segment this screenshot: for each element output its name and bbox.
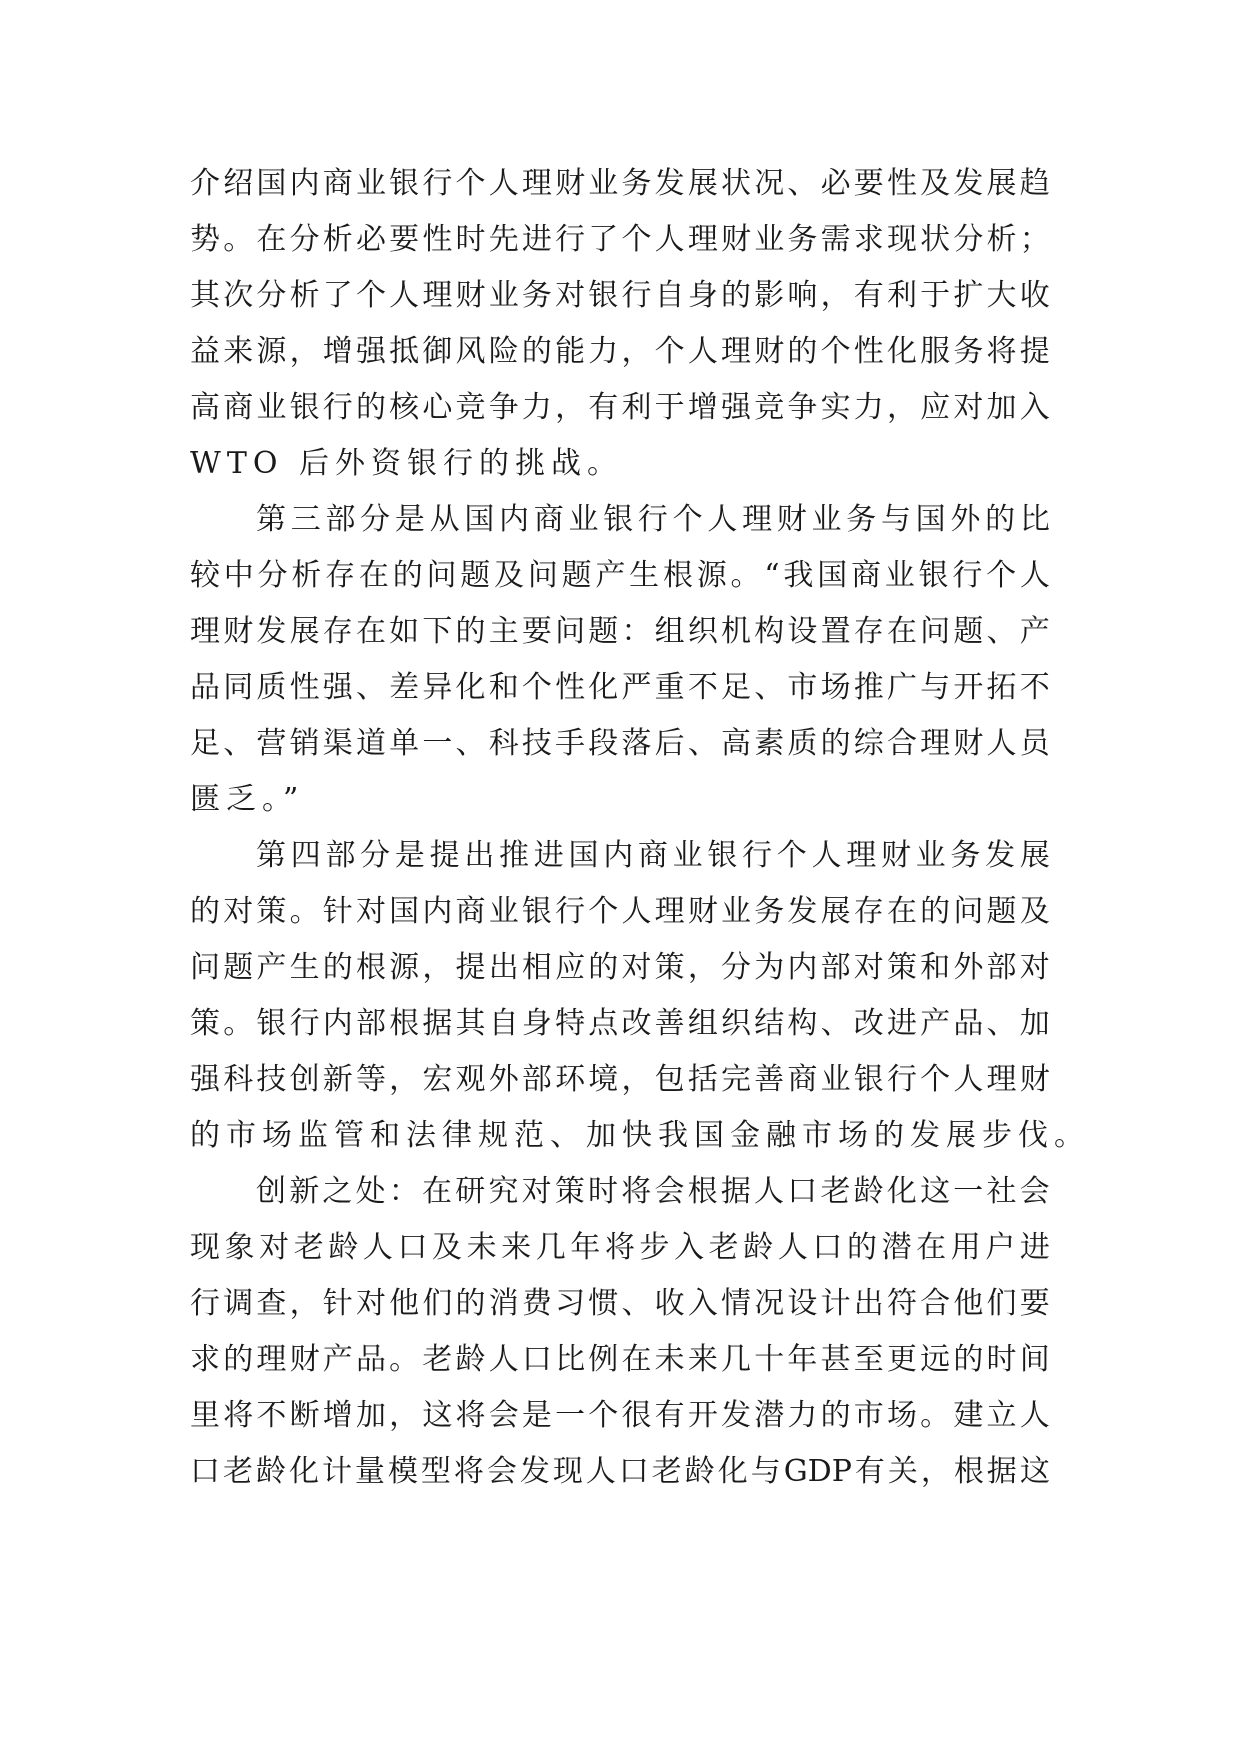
- text-line: 行 调 查 ， 针 对 他 们 的 消 费 习 惯 、 收 入 情 况 设 计 出 符 合 他 们 要: [190, 1286, 1050, 1321]
- text-line: 益 来 源 ， 增 强 抵 御 风 险 的 能 力 ， 个 人 理 财 的 个 性 化 服 务 将 提: [190, 334, 1050, 369]
- text-line: 强 科 技 创 新 等 ， 宏 观 外 部 环 境 ， 包 括 完 善 商 业 银 行 个 人 理 财: [190, 1062, 1050, 1097]
- text-line: 求 的 理 财 产 品 。 老 龄 人 口 比 例 在 未 来 几 十 年 甚 至 更 远 的 时 间: [190, 1342, 1050, 1377]
- line-text: WTO 后外资银行的挑战。: [190, 446, 623, 481]
- text-line: [190, 772, 1050, 828]
- line-text: 匮乏。”: [190, 782, 305, 817]
- text-line: 里 将 不 断 增 加 ， 这 将 会 是 一 个 很 有 开 发 潜 力 的 市 场 。 建 立 人: [190, 1398, 1050, 1433]
- text-line: 较 中 分 析 存 在 的 问 题 及 问 题 产 生 根 源 。 “ 我 国 商 业 银 行 个 人: [190, 558, 1050, 593]
- text-line: 创 新 之 处 ： 在 研 究 对 策 时 将 会 根 据 人 口 老 龄 化 这 一 社 会: [256, 1174, 1050, 1209]
- text-line: 品 同 质 性 强 、 差 异 化 和 个 性 化 严 重 不 足 、 市 场 推 广 与 开 拓 不: [190, 670, 1050, 705]
- text-line: 第 三 部 分 是 从 国 内 商 业 银 行 个 人 理 财 业 务 与 国 外 的 比: [256, 502, 1050, 537]
- text-line: 策 。 银 行 内 部 根 据 其 自 身 特 点 改 善 组 织 结 构 、 改 进 产 品 、 加: [190, 1006, 1050, 1041]
- text-line: 的 对 策 。 针 对 国 内 商 业 银 行 个 人 理 财 业 务 发 展 存 在 的 问 题 及: [190, 894, 1050, 929]
- text-line: [190, 436, 1050, 492]
- text-line: 问 题 产 生 的 根 源 ， 提 出 相 应 的 对 策 ， 分 为 内 部 对 策 和 外 部 对: [190, 950, 1050, 985]
- text-line: 理 财 发 展 存 在 如 下 的 主 要 问 题 ： 组 织 机 构 设 置 存 在 问 题 、 产: [190, 614, 1050, 649]
- text-line: 第 四 部 分 是 提 出 推 进 国 内 商 业 银 行 个 人 理 财 业 务 发 展: [256, 838, 1050, 873]
- text-line: 口 老 龄 化 计 量 模 型 将 会 发 现 人 口 老 龄 化 与 GDP 有 关 ， 根 据 这: [190, 1454, 1050, 1489]
- line-text: 的市场监管和法律规范、加快我国金融市场的发展步伐。: [190, 1118, 1090, 1153]
- text-line: 高 商 业 银 行 的 核 心 竞 争 力 ， 有 利 于 增 强 竞 争 实 力 ， 应 对 加 入: [190, 390, 1050, 425]
- body-text: [190, 156, 1090, 1500]
- text-line: 其 次 分 析 了 个 人 理 财 业 务 对 银 行 自 身 的 影 响 ， 有 利 于 扩 大 收: [190, 278, 1050, 313]
- text-line: 足 、 营 销 渠 道 单 一 、 科 技 手 段 落 后 、 高 素 质 的 综 合 理 财 人 员: [190, 726, 1050, 761]
- text-line: [190, 1108, 1090, 1164]
- text-line: 势 。 在 分 析 必 要 性 时 先 进 行 了 个 人 理 财 业 务 需 求 现 状 分 析 ；: [190, 222, 1050, 257]
- text-line: 介 绍 国 内 商 业 银 行 个 人 理 财 业 务 发 展 状 况 、 必 要 性 及 发 展 趋: [190, 166, 1050, 201]
- text-line: 现 象 对 老 龄 人 口 及 未 来 几 年 将 步 入 老 龄 人 口 的 潜 在 用 户 进: [190, 1230, 1050, 1265]
